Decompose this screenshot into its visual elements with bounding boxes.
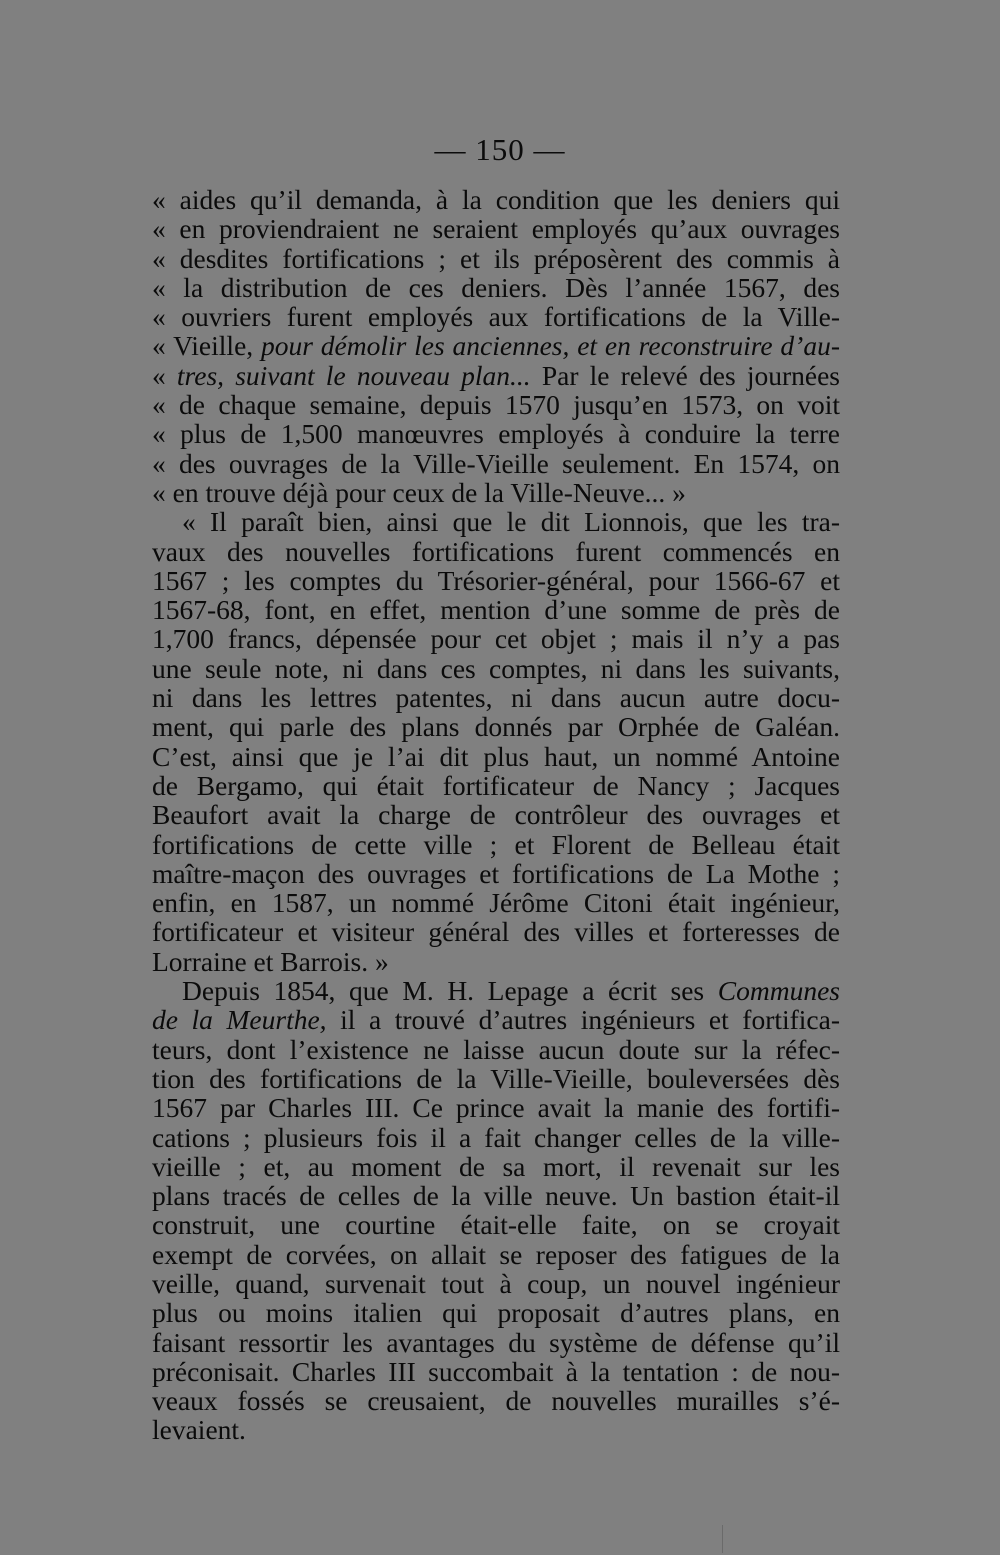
- text-line: [152, 244, 840, 273]
- text-line: [152, 800, 840, 829]
- text-line: [152, 419, 840, 448]
- line-text: « Vieille,: [152, 330, 261, 362]
- line-text: ment, qui parle des plans donnés par Orphée de Galéan.: [152, 711, 840, 743]
- text-line: [152, 947, 840, 976]
- line-text: vaux des nouvelles fortifications furent commencés en: [152, 535, 840, 567]
- line-text: construit, une courtine était-elle faite, on se croyait: [152, 1209, 840, 1241]
- text-line: [152, 302, 840, 331]
- text-line: [152, 1005, 840, 1034]
- body-text: [152, 185, 840, 1445]
- text-line: [152, 1035, 840, 1064]
- text-line: [152, 1210, 840, 1239]
- text-line: [152, 478, 840, 507]
- italic-text: Communes: [717, 975, 840, 1007]
- line-text: fortificateur et visiteur général des villes et forteresses de: [152, 916, 840, 948]
- line-text: 1,700 francs, dépensée pour cet objet ; mais il n’y a pas: [152, 623, 840, 655]
- line-text: teurs, dont l’existence ne laisse aucun doute sur la réfec-: [152, 1033, 840, 1065]
- line-text: Depuis 1854, que M. H. Lepage a écrit ses: [182, 975, 718, 1007]
- text-line: [152, 742, 840, 771]
- line-text: une seule note, ni dans ces comptes, ni dans les suivants,: [152, 652, 840, 684]
- text-line: [152, 449, 840, 478]
- line-text: «: [152, 359, 177, 391]
- text-line: [152, 624, 840, 653]
- line-text: « Il paraît bien, ainsi que le dit Lionnois, que les tra-: [182, 506, 840, 538]
- scan-edge-mark: [722, 1525, 723, 1553]
- line-text: 1567 par Charles III. Ce prince avait la manie des fortifi-: [152, 1092, 840, 1124]
- line-text: exempt de corvées, on allait se reposer des fatigues de la: [152, 1238, 840, 1270]
- line-text: faisant ressortir les avantages du système de défense qu’il: [152, 1326, 840, 1358]
- italic-text: pour démolir les anciennes, et en reconstruire d’au-: [260, 330, 840, 362]
- text-line: [152, 771, 840, 800]
- text-line: [152, 595, 840, 624]
- text-line: [152, 917, 840, 946]
- line-text: plus ou moins italien qui proposait d’autres plans, en: [152, 1297, 840, 1329]
- line-text: vieille ; et, au moment de sa mort, il revenait sur les: [152, 1150, 840, 1182]
- text-line: [152, 566, 840, 595]
- line-text: « des ouvrages de la Ville-Vieille seulement. En 1574, on: [152, 447, 840, 479]
- text-line: [152, 888, 840, 917]
- line-text: cations ; plusieurs fois il a fait changer celles de la ville-: [152, 1121, 840, 1153]
- text-line: [152, 1152, 840, 1181]
- line-text: « en trouve déjà pour ceux de la Ville-Neuve... »: [152, 476, 686, 508]
- line-text: 1567-68, font, en effet, mention d’une somme de près de: [152, 594, 840, 626]
- text-line: [152, 1123, 840, 1152]
- text-line: [152, 683, 840, 712]
- line-text: « en proviendraient ne seraient employés qu’aux ouvrages: [152, 213, 840, 245]
- line-text: « desdites fortifications ; et ils préposèrent des commis à: [152, 242, 840, 274]
- line-text: C’est, ainsi que je l’ai dit plus haut, un nommé Antoine: [152, 740, 840, 772]
- text-line: [152, 185, 840, 214]
- text-line: [152, 1415, 840, 1444]
- line-text: Beaufort avait la charge de contrôleur des ouvrages et: [152, 799, 840, 831]
- text-line: [152, 331, 840, 360]
- line-text: enfin, en 1587, un nommé Jérôme Citoni était ingénieur,: [152, 887, 840, 919]
- text-line: [152, 1357, 840, 1386]
- text-line: [152, 1386, 840, 1415]
- line-text: ni dans les lettres patentes, ni dans aucun autre docu-: [152, 682, 840, 714]
- text-line: [152, 1093, 840, 1122]
- text-line: [152, 507, 840, 536]
- line-text: de Bergamo, qui était fortificateur de Nancy ; Jacques: [152, 769, 840, 801]
- line-text: « aides qu’il demanda, à la condition que les deniers qui: [152, 184, 840, 215]
- text-line: [152, 537, 840, 566]
- line-text: fortifications de cette ville ; et Florent de Belleau était: [152, 828, 840, 860]
- page-number: — 150 —: [434, 132, 566, 167]
- line-text: 1567 ; les comptes du Trésorier-général, pour 1566-67 et: [152, 564, 840, 596]
- text-line: [152, 712, 840, 741]
- text-line: [152, 1064, 840, 1093]
- line-text: il a trouvé d’autres ingénieurs et fortifica-: [326, 1004, 841, 1036]
- line-text: plans tracés de celles de la ville neuve. Un bastion était-il: [152, 1180, 840, 1212]
- text-line: [152, 1269, 840, 1298]
- text-line: [152, 1240, 840, 1269]
- line-text: Par le relevé des journées: [530, 359, 840, 391]
- text-line: [152, 361, 840, 390]
- line-text: Lorraine et Barrois. »: [152, 945, 389, 977]
- line-text: « la distribution de ces deniers. Dès l’année 1567, des: [152, 271, 840, 303]
- text-line: [152, 1181, 840, 1210]
- text-line: [152, 859, 840, 888]
- text-line: [152, 654, 840, 683]
- line-text: tion des fortifications de la Ville-Vieille, bouleversées dès: [152, 1062, 840, 1094]
- line-text: veille, quand, survenait tout à coup, un nouvel ingénieur: [152, 1267, 840, 1299]
- text-line: [152, 976, 840, 1005]
- line-text: levaient.: [152, 1414, 246, 1446]
- line-text: « ouvriers furent employés aux fortifications de la Ville-: [152, 301, 840, 333]
- line-text: « de chaque semaine, depuis 1570 jusqu’en 1573, on voit: [152, 389, 840, 421]
- line-text: veaux fossés se creusaient, de nouvelles murailles s’é-: [152, 1385, 840, 1417]
- text-line: [152, 390, 840, 419]
- text-line: [152, 1298, 840, 1327]
- italic-text: de la Meurthe,: [152, 1004, 327, 1036]
- text-line: [152, 273, 840, 302]
- text-line: [152, 830, 840, 859]
- text-line: [152, 1328, 840, 1357]
- line-text: « plus de 1,500 manœuvres employés à conduire la terre: [152, 418, 840, 450]
- line-text: préconisait. Charles III succombait à la tentation : de nou-: [152, 1355, 840, 1387]
- italic-text: tres, suivant le nouveau plan...: [176, 359, 531, 391]
- line-text: maître-maçon des ouvrages et fortifications de La Mothe ;: [152, 857, 840, 889]
- text-line: [152, 214, 840, 243]
